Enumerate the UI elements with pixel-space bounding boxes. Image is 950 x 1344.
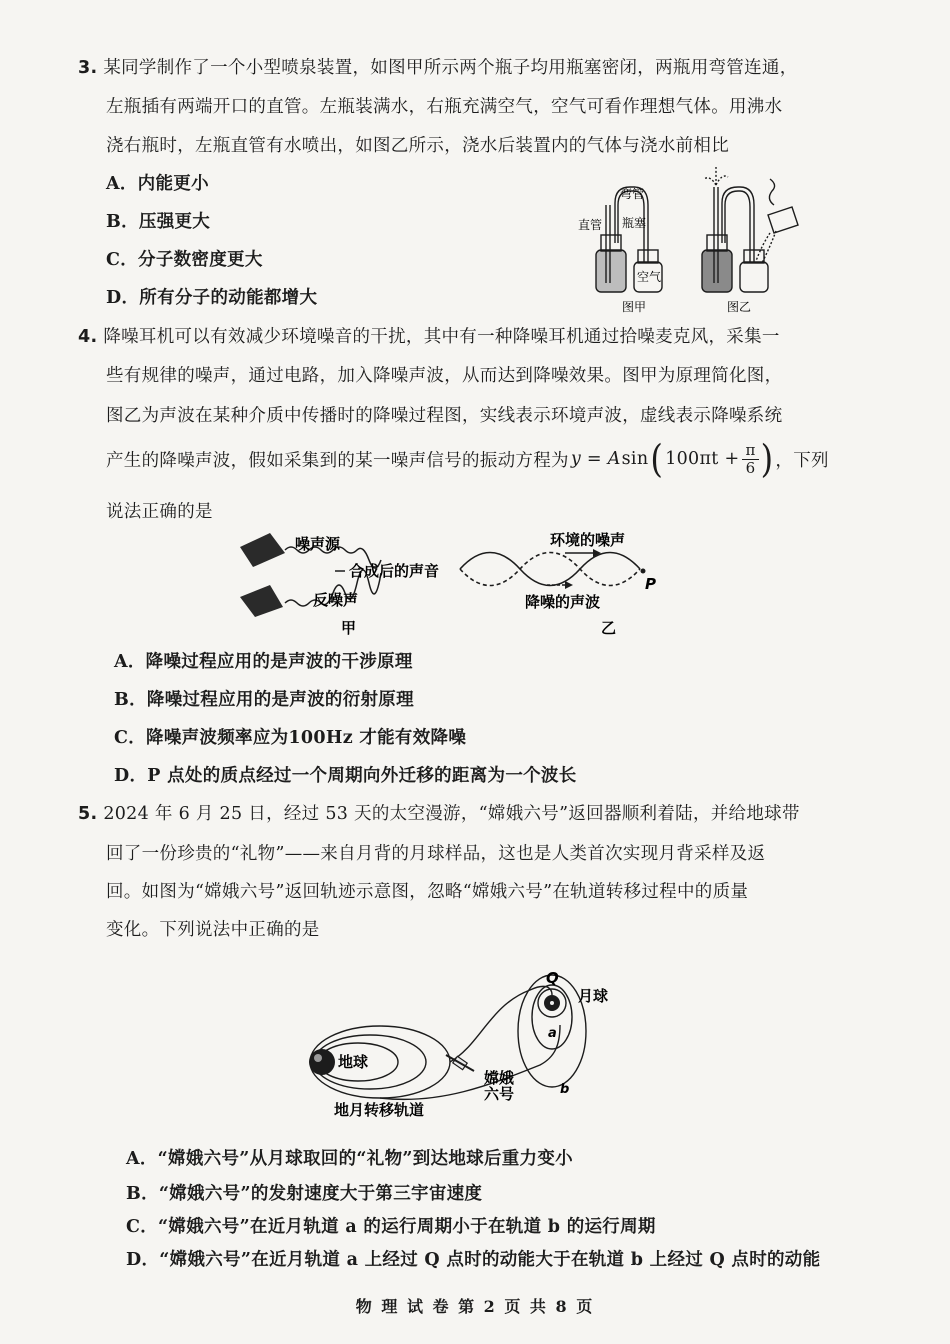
q4-option-b[interactable]: B．降噪过程应用的是声波的衍射原理 xyxy=(114,690,414,710)
equation-func: sin xyxy=(621,449,649,469)
q4-line-5: 说法正确的是 xyxy=(106,502,213,522)
caption-fig-b: 图乙 xyxy=(727,300,752,314)
q5-line-4: 变化。下列说法中正确的是 xyxy=(106,920,320,940)
q4-option-a[interactable]: A．降噪过程应用的是声波的干涉原理 xyxy=(114,652,413,672)
equation-paren-open: ( xyxy=(650,436,664,482)
q3-option-c[interactable]: C．分子数密度更大 xyxy=(106,250,263,270)
q4-text-4: 产生的降噪声波，假如采集到的某一噪声信号的振动方程为 xyxy=(106,450,569,471)
label-anti-noise: 反噪声 xyxy=(313,591,359,609)
label-transfer-orbit: 地月转移轨道 xyxy=(334,1101,425,1119)
q4-text-1: 降噪耳机可以有效减少环境噪音的干扰，其中有一种降噪耳机通过拾噪麦克风，采集一 xyxy=(103,327,780,347)
label-straight-tube: 直管 xyxy=(578,218,603,232)
label-bent-tube: 弯管 xyxy=(620,187,645,201)
equation-lhs: y = A xyxy=(570,449,621,469)
equation-paren-close: ) xyxy=(760,436,774,482)
label-earth: 地球 xyxy=(338,1053,369,1071)
q3-option-a[interactable]: A．内能更小 xyxy=(106,174,209,194)
q4-number: 4. xyxy=(78,327,98,347)
ambient-wave xyxy=(460,553,640,586)
q4-option-c[interactable]: C．降噪声波频率应为100Hz 才能有效降噪 xyxy=(114,728,467,748)
noise-cancel-figure xyxy=(225,525,665,640)
fraction-denominator: 6 xyxy=(745,458,756,477)
q5-number: 5. xyxy=(78,804,98,824)
q3-line-2: 左瓶插有两端开口的直管。左瓶装满水，右瓶充满空气，空气可看作理想气体。用沸水 xyxy=(106,97,783,117)
label-orbit-a: a xyxy=(548,1026,557,1041)
label-stopper: 瓶塞 xyxy=(622,216,647,230)
q3-number: 3. xyxy=(78,58,98,78)
q5-line-3: 回。如图为“嫦娥六号”返回轨迹示意图，忽略“嫦娥六号”在轨道转移过程中的质量 xyxy=(106,882,749,902)
label-air: 空气 xyxy=(637,270,662,284)
q5-text-1: 2024 年 6 月 25 日，经过 53 天的太空漫游，“嫦娥六号”返回器顺利着陆，并给地球带 xyxy=(103,804,800,824)
earth-icon xyxy=(309,1049,335,1075)
q5-line-2: 回了一份珍贵的“礼物”——来自月背的月球样品，这也是人类首次实现月背采样及返 xyxy=(106,844,766,864)
label-orbit-b: b xyxy=(560,1082,570,1097)
q5-option-c[interactable]: C．“嫦娥六号”在近月轨道 a 的运行周期小于在轨道 b 的运行周期 xyxy=(126,1217,656,1237)
label-probe-1: 嫦娥 xyxy=(484,1069,515,1087)
q3-option-d[interactable]: D．所有分子的动能都增大 xyxy=(106,288,318,308)
label-point-p: P xyxy=(645,575,656,593)
caption-fig-a: 图甲 xyxy=(622,300,647,314)
caption-jia: 甲 xyxy=(341,619,357,637)
q4-line-4 xyxy=(106,436,829,482)
q4-option-d[interactable]: D．P 点处的质点经过一个周期向外迁移的距离为一个波长 xyxy=(114,766,577,786)
label-env-noise: 环境的噪声 xyxy=(550,531,626,549)
q4-text-4-suffix: ，下列 xyxy=(775,450,829,471)
page-footer: 物 理 试 卷 第 2 页 共 8 页 xyxy=(355,1297,595,1316)
q3-line-3: 浇右瓶时，左瓶直管有水喷出，如图乙所示，浇水后装置内的气体与浇水前相比 xyxy=(106,136,729,156)
q5-line-1 xyxy=(78,800,800,825)
q5-option-b[interactable]: B．“嫦娥六号”的发射速度大于第三宇宙速度 xyxy=(126,1184,483,1204)
label-point-q: Q xyxy=(546,969,559,987)
q5-option-d[interactable]: D．“嫦娥六号”在近月轨道 a 上经过 Q 点时的动能大于在轨道 b 上经过 Q 点时的动能 xyxy=(126,1250,821,1270)
q3-option-b[interactable]: B．压强更大 xyxy=(106,212,211,232)
q5-option-a[interactable]: A．“嫦娥六号”从月球取回的“礼物”到达地球后重力变小 xyxy=(126,1149,573,1169)
equation-fraction xyxy=(742,442,758,477)
q4-line-2: 些有规律的噪声，通过电路，加入降噪声波，从而达到降噪效果。图甲为原理简化图， xyxy=(106,366,783,386)
q3-line-1 xyxy=(78,54,798,79)
caption-yi: 乙 xyxy=(601,619,617,637)
speaker-top-icon xyxy=(240,533,285,567)
fountain-figure xyxy=(570,165,820,315)
equation-arg: 100πt + xyxy=(665,449,740,469)
fraction-numerator: π xyxy=(742,442,758,460)
q4-line-3: 图乙为声波在某种介质中传播时的降噪过程图，实线表示环境声波，虚线表示降噪系统 xyxy=(106,406,783,426)
label-denoise-wave: 降噪的声波 xyxy=(525,593,601,611)
label-moon: 月球 xyxy=(578,987,609,1005)
q3-text-1: 某同学制作了一个小型喷泉装置，如图甲所示两个瓶子均用瓶塞密闭，两瓶用弯管连通， xyxy=(103,58,798,78)
label-combined-sound: 合成后的声音 xyxy=(349,562,440,580)
q4-line-1 xyxy=(78,323,780,348)
orbit-figure xyxy=(290,965,630,1125)
speaker-bottom-icon xyxy=(240,585,283,617)
label-probe-2: 六号 xyxy=(484,1085,515,1103)
label-noise-source: 噪声源 xyxy=(295,535,341,553)
anticancel-wave xyxy=(460,553,640,586)
fountain-figure-b xyxy=(702,167,798,292)
